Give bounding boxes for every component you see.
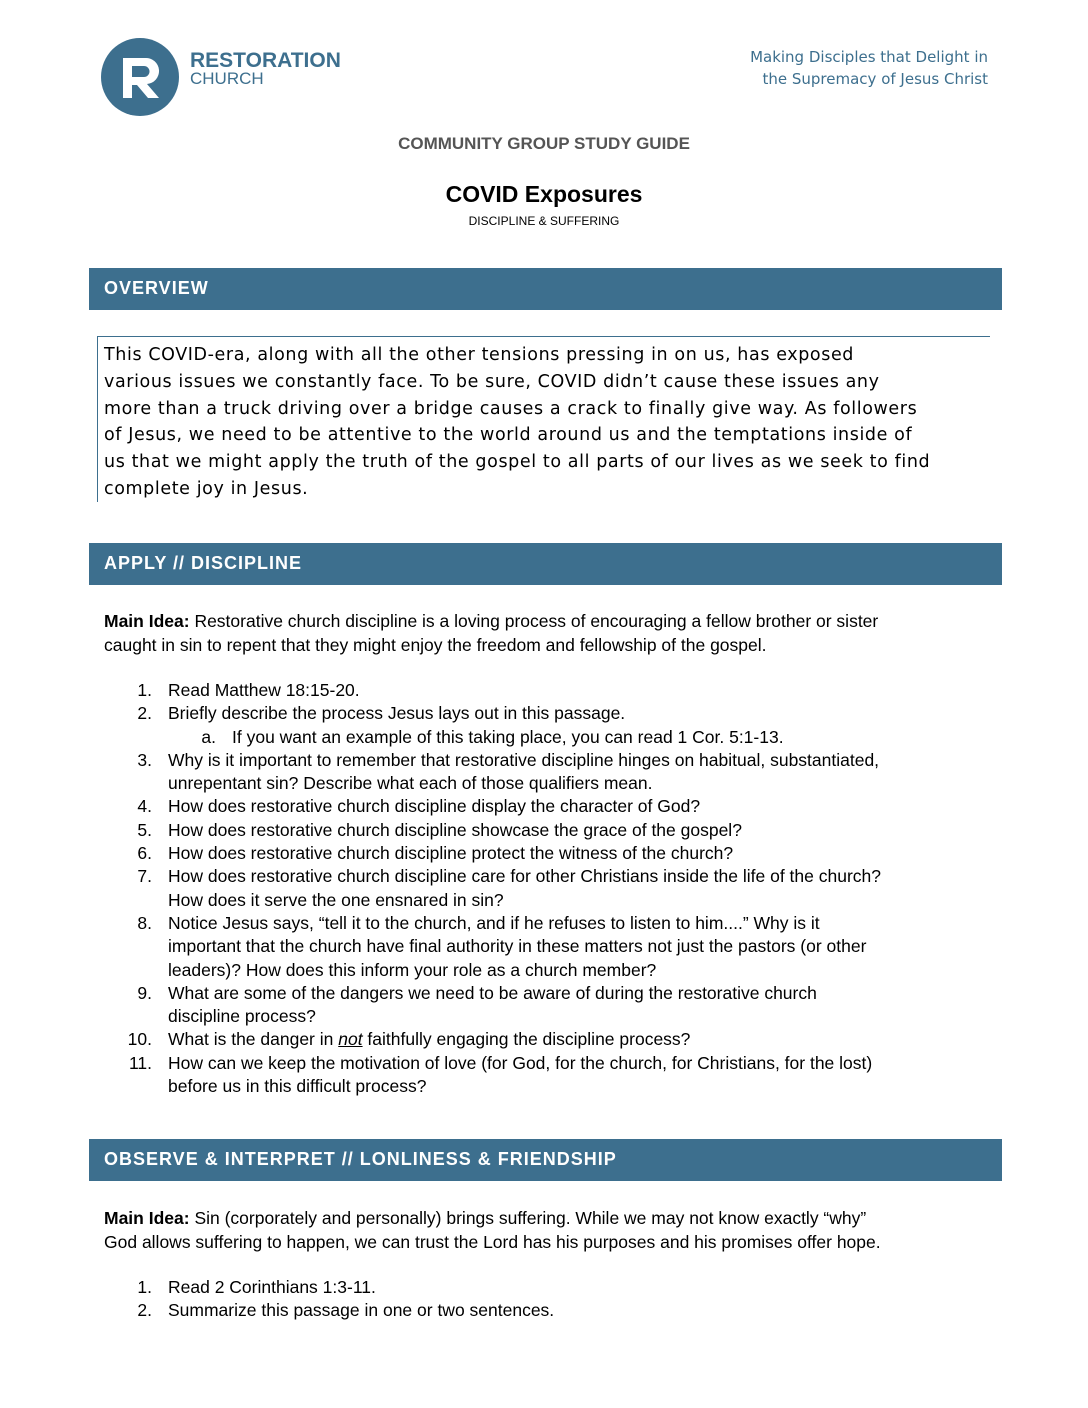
apply-heading: APPLY // DISCIPLINE xyxy=(89,543,1002,585)
main-idea-text: Restorative church discipline is a loving process of encouraging a fellow brother or sister xyxy=(189,611,879,631)
tagline-line: Making Disciples that Delight in xyxy=(750,48,988,66)
main-idea-label: Main Idea: xyxy=(104,611,190,631)
observe-main-idea xyxy=(104,1206,994,1254)
list-item: 9. What are some of the dangers we need to be aware of during the restorative church discipline process? xyxy=(137,982,817,1027)
list-item: 11. How can we keep the motivation of love (for God, for the church, for Christians, for the lost) before us in this difficult process? xyxy=(128,1052,873,1097)
overview-text xyxy=(104,342,994,503)
overview-heading: OVERVIEW xyxy=(89,268,1002,310)
document-title: COVID Exposures xyxy=(445,181,643,207)
list-item: 2. Summarize this passage in one or two sentences. xyxy=(137,1300,555,1321)
main-idea-label: Main Idea: xyxy=(104,1208,190,1228)
list-item: 2. Briefly describe the process Jesus lays out in this passage. a. If you want an example of this taking place, you can read 1 Cor. 5:1-13. xyxy=(104,702,984,749)
tagline xyxy=(750,46,988,90)
list-item: 1. Read 2 Corinthians 1:3-11. xyxy=(137,1277,376,1297)
tagline-line: the Supremacy of Jesus Christ xyxy=(762,70,988,88)
list-item: 6. How does restorative church discipline protect the witness of the church? xyxy=(137,843,734,864)
observe-question-list xyxy=(104,1276,984,1323)
brand-subname: CHURCH xyxy=(190,69,264,88)
list-item: 3. Why is it important to remember that restorative discipline hinges on habitual, substantiated, unrepentant sin? Describe what each of those qualifiers mean. xyxy=(137,749,880,794)
sub-list-item: a. If you want an example of this taking place, you can read 1 Cor. 5:1-13. xyxy=(201,726,784,747)
main-idea-text: Sin (corporately and personally) brings suffering. While we may not know exactly “why” xyxy=(189,1208,867,1228)
main-idea-text: caught in sin to repent that they might enjoy the freedom and fellowship of the gospel. xyxy=(104,635,767,655)
document-subtitle: DISCIPLINE & SUFFERING xyxy=(468,214,620,228)
list-item: 8. Notice Jesus says, “tell it to the church, and if he refuses to listen to him....” Why is it important that the church have final authority in these matters not just the pastors (or other leaders)? How does this inform your role as a church member? xyxy=(137,912,867,980)
main-idea-text: God allows suffering to happen, we can trust the Lord has his purposes and his promises offer hope. xyxy=(104,1232,881,1252)
apply-question-list xyxy=(104,679,984,1098)
church-logo-icon xyxy=(101,38,179,116)
guide-title: COMMUNITY GROUP STUDY GUIDE xyxy=(398,134,690,153)
overview-line: more than a truck driving over a bridge causes a crack to finally give way. As followers xyxy=(104,398,918,419)
apply-main-idea xyxy=(104,609,994,657)
overview-line: various issues we constantly face. To be sure, COVID didn’t cause these issues any xyxy=(104,371,880,392)
overview-line: of Jesus, we need to be attentive to the world around us and the temptations inside of xyxy=(104,425,913,446)
list-item: 10. What is the danger in not faithfully engaging the discipline process? xyxy=(127,1029,691,1050)
overview-line: This COVID-era, along with all the other tensions pressing in on us, has exposed xyxy=(104,345,855,365)
observe-heading: OBSERVE & INTERPRET // LONLINESS & FRIENDSHIP xyxy=(89,1139,1002,1181)
list-item: 1. Read Matthew 18:15-20. xyxy=(137,680,360,700)
list-item: 5. How does restorative church discipline showcase the grace of the gospel? xyxy=(137,819,742,840)
list-item: 4. How does restorative church discipline display the character of God? xyxy=(137,796,701,817)
brand-name: RESTORATION xyxy=(190,49,341,72)
overview-line: us that we might apply the truth of the gospel to all parts of our lives as we seek to find xyxy=(104,452,931,473)
list-item: 7. How does restorative church discipline care for other Christians inside the life of the church? How does it serve the one ensnared in sin? xyxy=(137,866,881,910)
overview-line: complete joy in Jesus. xyxy=(104,478,309,499)
